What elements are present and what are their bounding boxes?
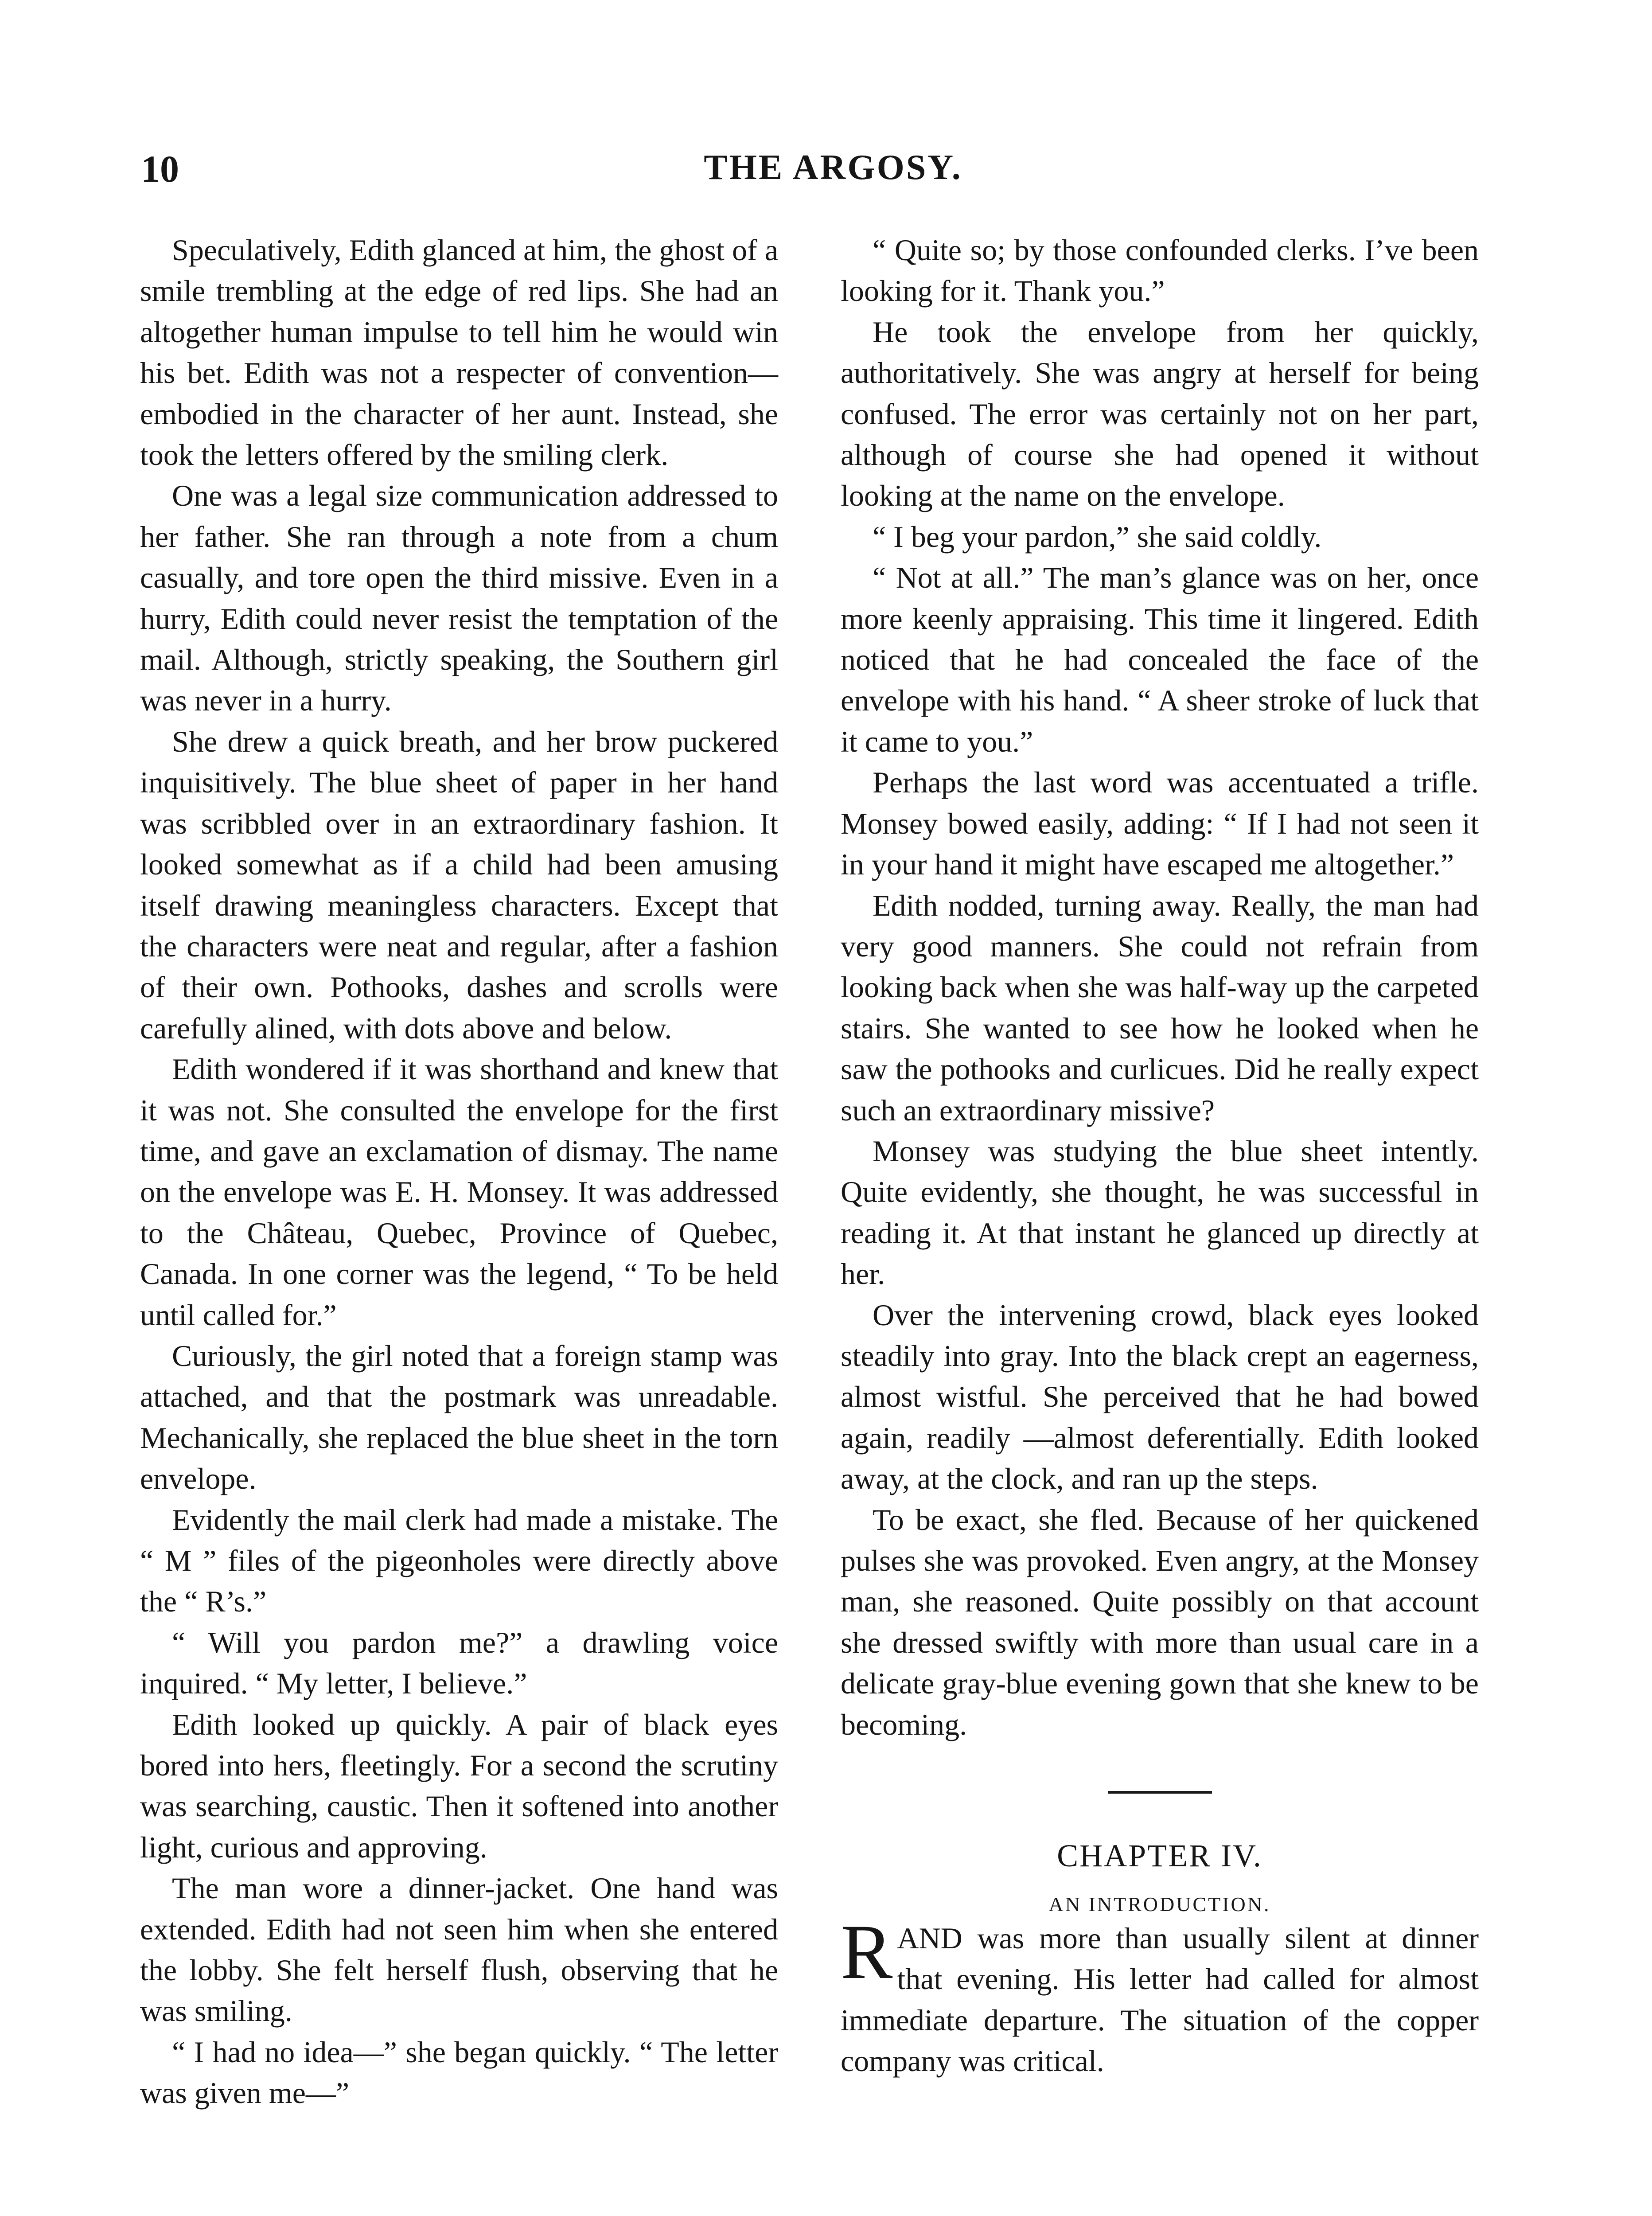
paragraph: Edith wondered if it was shorthand and knew that it was not. She consulted the envelope for the first time, and gave an exclamation of dismay. The name on the envelope was E. H. Monsey. It was addressed to the Château, Quebec, Province of Quebec, Canada. In one corner was the legend, “ To be held until called for.” — [140, 1052, 778, 1332]
paragraph: Edith nodded, turning away. Really, the man had very good manners. She could not refrain from looking back when she was half-way up the carpeted stairs. She wanted to see how he looked when he saw the pothooks and curlicues. Did he really expect such an extraordinary missive? — [841, 888, 1479, 1127]
paragraph: To be exact, she fled. Because of her quickened pulses she was provoked. Even angry, at the Monsey man, she reasoned. Quite possibly on that account she dressed swiftly with more than usual care in a delicate gray-blue evening gown that she knew to be becoming. — [841, 1502, 1479, 1741]
paragraph: “ Quite so; by those confounded clerks. I’ve been looking for it. Thank you.” — [841, 233, 1479, 308]
drop-cap: R — [841, 1909, 893, 1996]
paragraph: She drew a quick breath, and her brow puckered inquisitively. The blue sheet of paper in her hand was scribbled over in an extraordinary fashion. It looked somewhat as if a child had been amusing itself drawing meaningless characters. Except that the characters were neat and regular, after a fashion of their own. Pothooks, dashes and scrolls were carefully alined, with dots above and below. — [140, 724, 778, 1045]
opening-text: AND was more than usually silent at dinner that evening. His letter had called for almost immediate departure. The situation of the copper company was critical. — [841, 1921, 1479, 2078]
paragraph: Evidently the mail clerk had made a mistake. The “ M ” files of the pigeonholes were directly above the “ R’s.” — [140, 1502, 778, 1619]
left-text-column — [140, 230, 778, 2114]
page-number: 10 — [141, 148, 179, 190]
paragraph: Monsey was studying the blue sheet intently. Quite evidently, she thought, he was successful in reading it. At that instant he glanced up directly at her. — [841, 1134, 1479, 1291]
paragraph: The man wore a dinner-jacket. One hand was extended. Edith had not seen him when she entered the lobby. She felt herself flush, observing that he was smiling. — [140, 1871, 778, 2028]
paragraph: “ Will you pardon me?” a drawling voice inquired. “ My letter, I believe.” — [140, 1625, 778, 1701]
running-title: THE ARGOSY. — [704, 148, 962, 187]
chapter-title: CHAPTER IV. — [1057, 1838, 1262, 1874]
right-text-column — [841, 230, 1479, 2082]
paragraph: Perhaps the last word was accentuated a trifle. Monsey bowed easily, adding: “ If I had not seen it in your hand it might have escaped me altogether.” — [841, 765, 1479, 882]
paragraph: One was a legal size communication addressed to her father. She ran through a note from a chum casually, and tore open the third missive. Even in a hurry, Edith could never resist the temptation of the mail. Although, strictly speaking, the Southern girl was never in a hurry. — [140, 479, 778, 718]
paragraph: “ I beg your pardon,” she said coldly. — [873, 519, 1322, 554]
paragraph: Curiously, the girl noted that a foreign stamp was attached, and that the postmark was unreadable. Mechanically, she replaced the blue sheet in the torn envelope. — [140, 1338, 778, 1496]
paragraph: “ Not at all.” The man’s glance was on her, once more keenly appraising. This time it lingered. Edith noticed that he had concealed the face of the envelope with his hand. “ A sheer stroke of luck that it came to you.” — [841, 561, 1479, 758]
paragraph: He took the envelope from her quickly, authoritatively. She was angry at herself for being confused. The error was certainly not on her part, although of course she had opened it without looking at the name on the envelope. — [841, 315, 1479, 513]
paragraph: Over the intervening crowd, black eyes looked steadily into gray. Into the black crept an eagerness, almost wistful. She perceived that he had bowed again, readily —almost deferentially. Edith looked away, at the clock, and ran up the steps. — [841, 1298, 1479, 1496]
paragraph: Speculatively, Edith glanced at him, the ghost of a smile trembling at the edge of red lips. She had an altogether human impulse to tell him he would win his bet. Edith was not a respecter of convention—embodied in the character of her aunt. Instead, she took the letters offered by the smiling clerk. — [140, 233, 778, 472]
chapter-opening-paragraph — [841, 1909, 1479, 2082]
chapter-subtitle: AN INTRODUCTION. — [1048, 1893, 1271, 1916]
section-divider — [1108, 1791, 1212, 1794]
paragraph: Edith looked up quickly. A pair of black eyes bored into hers, fleetingly. For a second the scrutiny was searching, caustic. Then it softened into another light, curious and approving. — [140, 1707, 778, 1864]
paragraph: “ I had no idea—” she began quickly. “ The letter was given me—” — [140, 2035, 778, 2110]
